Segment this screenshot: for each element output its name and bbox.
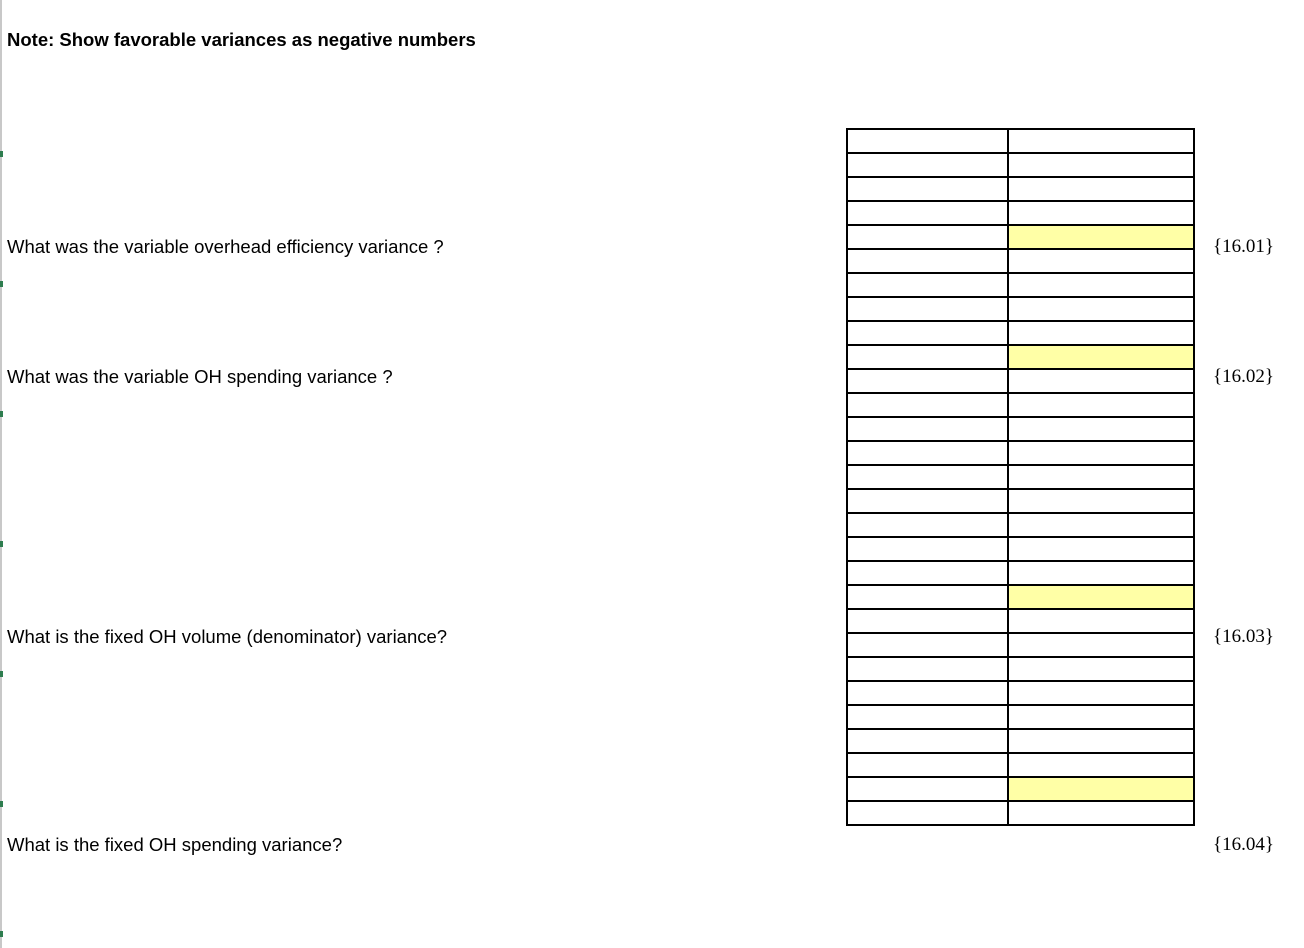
question-variable-oh-efficiency: What was the variable overhead efficiency variance ? [7,236,444,257]
row-marker [0,411,3,417]
question-fixed-oh-volume: What is the fixed OH volume (denominator) variance? [7,626,448,647]
answer-code-16-02: {16.02} [1213,366,1274,387]
grid-cell[interactable] [1008,201,1194,225]
grid-row [847,561,1194,585]
grid-row [847,201,1194,225]
grid-row [847,681,1194,705]
grid-row [847,129,1194,153]
grid-row [847,609,1194,633]
grid-cell[interactable] [1008,801,1194,825]
grid-cell[interactable] [1008,609,1194,633]
grid-cell[interactable] [847,393,1008,417]
grid-row [847,321,1194,345]
grid-cell[interactable] [847,705,1008,729]
grid-cell[interactable] [847,345,1008,369]
grid-cell[interactable] [847,681,1008,705]
grid-row [847,297,1194,321]
grid-cell[interactable] [1008,177,1194,201]
grid-row [847,273,1194,297]
row-marker [0,671,3,677]
grid-cell[interactable] [1008,441,1194,465]
grid-cell[interactable] [847,489,1008,513]
grid-cell[interactable] [847,633,1008,657]
grid-cell[interactable] [1008,753,1194,777]
grid-cell[interactable] [847,297,1008,321]
grid-cell[interactable] [1008,465,1194,489]
grid-row [847,177,1194,201]
grid-row [847,249,1194,273]
grid-row [847,417,1194,441]
grid-cell[interactable] [847,249,1008,273]
grid-cell[interactable] [847,513,1008,537]
grid-row [847,465,1194,489]
grid-row [847,369,1194,393]
grid-cell[interactable] [1008,153,1194,177]
grid-cell[interactable] [847,321,1008,345]
grid-cell[interactable] [847,273,1008,297]
grid-cell[interactable] [847,561,1008,585]
row-marker [0,931,3,937]
grid-cell[interactable] [1008,657,1194,681]
grid-cell[interactable] [1008,249,1194,273]
grid-cell[interactable] [847,537,1008,561]
question-fixed-oh-spending: What is the fixed OH spending variance? [7,834,343,855]
grid-row [847,657,1194,681]
row-marker [0,541,3,547]
row-marker [0,151,3,157]
grid-row [847,441,1194,465]
grid-cell[interactable] [1008,633,1194,657]
grid-cell[interactable] [847,129,1008,153]
grid-row [847,729,1194,753]
grid-row [847,801,1194,825]
answer-code-16-03: {16.03} [1213,626,1274,647]
grid-cell[interactable] [1008,297,1194,321]
grid-row [847,537,1194,561]
grid-cell[interactable] [847,417,1008,441]
answer-code-16-01: {16.01} [1213,236,1274,257]
grid-row [847,705,1194,729]
grid-cell[interactable] [847,465,1008,489]
question-variable-oh-spending: What was the variable OH spending variance ? [7,366,393,387]
answer-cell-16-01[interactable] [1008,225,1194,249]
grid-cell[interactable] [847,609,1008,633]
grid-cell[interactable] [1008,705,1194,729]
grid-cell[interactable] [847,753,1008,777]
grid-cell[interactable] [847,729,1008,753]
grid-cell[interactable] [1008,417,1194,441]
grid-cell[interactable] [847,585,1008,609]
grid-row [847,393,1194,417]
grid-row [847,513,1194,537]
answer-cell-16-03[interactable] [1008,585,1194,609]
grid-cell[interactable] [847,801,1008,825]
row-marker [0,801,3,807]
grid-row [847,225,1194,249]
grid-cell[interactable] [1008,369,1194,393]
grid-row [847,489,1194,513]
grid-row [847,345,1194,369]
grid-cell[interactable] [847,777,1008,801]
grid-cell[interactable] [1008,681,1194,705]
grid-row [847,753,1194,777]
grid-cell[interactable] [1008,273,1194,297]
grid-cell[interactable] [847,369,1008,393]
grid-cell[interactable] [1008,321,1194,345]
grid-cell[interactable] [1008,537,1194,561]
grid-row [847,585,1194,609]
input-grid [846,128,1195,826]
grid-cell[interactable] [847,657,1008,681]
answer-cell-16-04[interactable] [1008,777,1194,801]
grid-cell[interactable] [847,177,1008,201]
instruction-note: Note: Show favorable variances as negative numbers [7,29,476,50]
grid-cell[interactable] [1008,489,1194,513]
grid-row [847,633,1194,657]
grid-cell[interactable] [1008,729,1194,753]
answer-code-16-04: {16.04} [1213,834,1274,855]
grid-cell[interactable] [1008,561,1194,585]
grid-cell[interactable] [847,153,1008,177]
grid-cell[interactable] [847,201,1008,225]
row-marker [0,281,3,287]
grid-cell[interactable] [1008,393,1194,417]
grid-row [847,153,1194,177]
grid-cell[interactable] [1008,129,1194,153]
grid-cell[interactable] [1008,513,1194,537]
grid-row [847,777,1194,801]
answer-cell-16-02[interactable] [1008,345,1194,369]
grid-cell[interactable] [847,225,1008,249]
grid-cell[interactable] [847,441,1008,465]
